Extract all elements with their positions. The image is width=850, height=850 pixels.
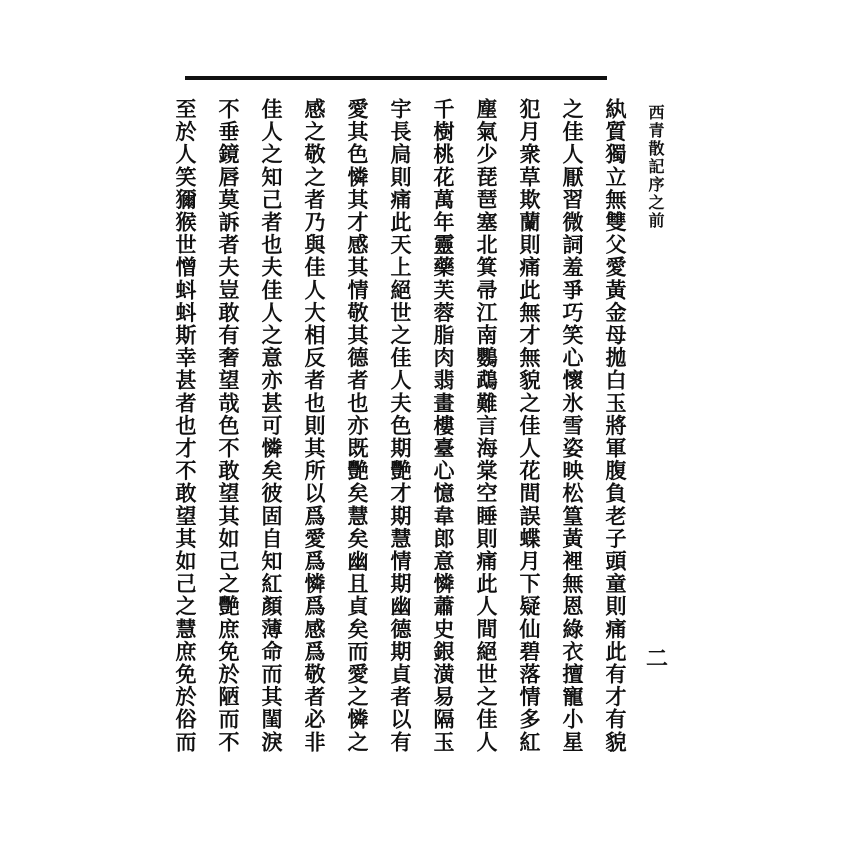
running-title: 西青散記序之前 xyxy=(646,104,665,230)
page-number: 二 xyxy=(646,646,669,672)
text-column: 至於人笑獮猴世憎蚪蚪斯幸甚者也才不敢望其如己之慧庶免於俗而 xyxy=(173,98,198,754)
top-rule xyxy=(185,76,607,80)
text-column: 塵氣少琵琶塞北箕帚江南鸚鵡難言海棠空睡則痛此人間絕世之佳人 xyxy=(474,98,499,754)
text-column: 佳人之知己者也夫佳人之意亦甚可憐矣彼固自知紅顏薄命而其閨淚 xyxy=(259,98,284,754)
text-column: 千樹桃花萬年靈藥芙蓉脂肉翡畫樓臺心憶韋郎意憐蕭史銀潢易隔玉 xyxy=(431,98,456,754)
text-column: 愛其色憐其才感其情敬其德者也亦既艷矣慧矣幽且貞矣而愛之憐之 xyxy=(345,98,370,754)
text-column: 宇長扃則痛此天上絕世之佳人夫色期艷才期慧情期幽德期貞者以有 xyxy=(388,98,413,754)
text-column: 犯月衆草欺蘭則痛此無才無貌之佳人花間誤蝶月下疑仙碧落情多紅 xyxy=(517,98,542,754)
text-column: 不垂鏡唇莫訴者夫豈敢有奢望哉色不敢望其如己之艷庶免於陋而不 xyxy=(216,98,241,754)
text-column: 感之敬之者乃與佳人大相反者也則其所以爲愛爲憐爲感爲敬者必非 xyxy=(302,98,327,754)
text-column: 之佳人厭習微詞羞爭巧笑心懷氷雪姿映松篁黃裡無恩綠衣擅寵小星 xyxy=(560,98,585,754)
text-column: 紈質獨立無雙父愛黃金母拋白玉將軍腹負老子頭童則痛此有才有貌 xyxy=(603,98,628,754)
